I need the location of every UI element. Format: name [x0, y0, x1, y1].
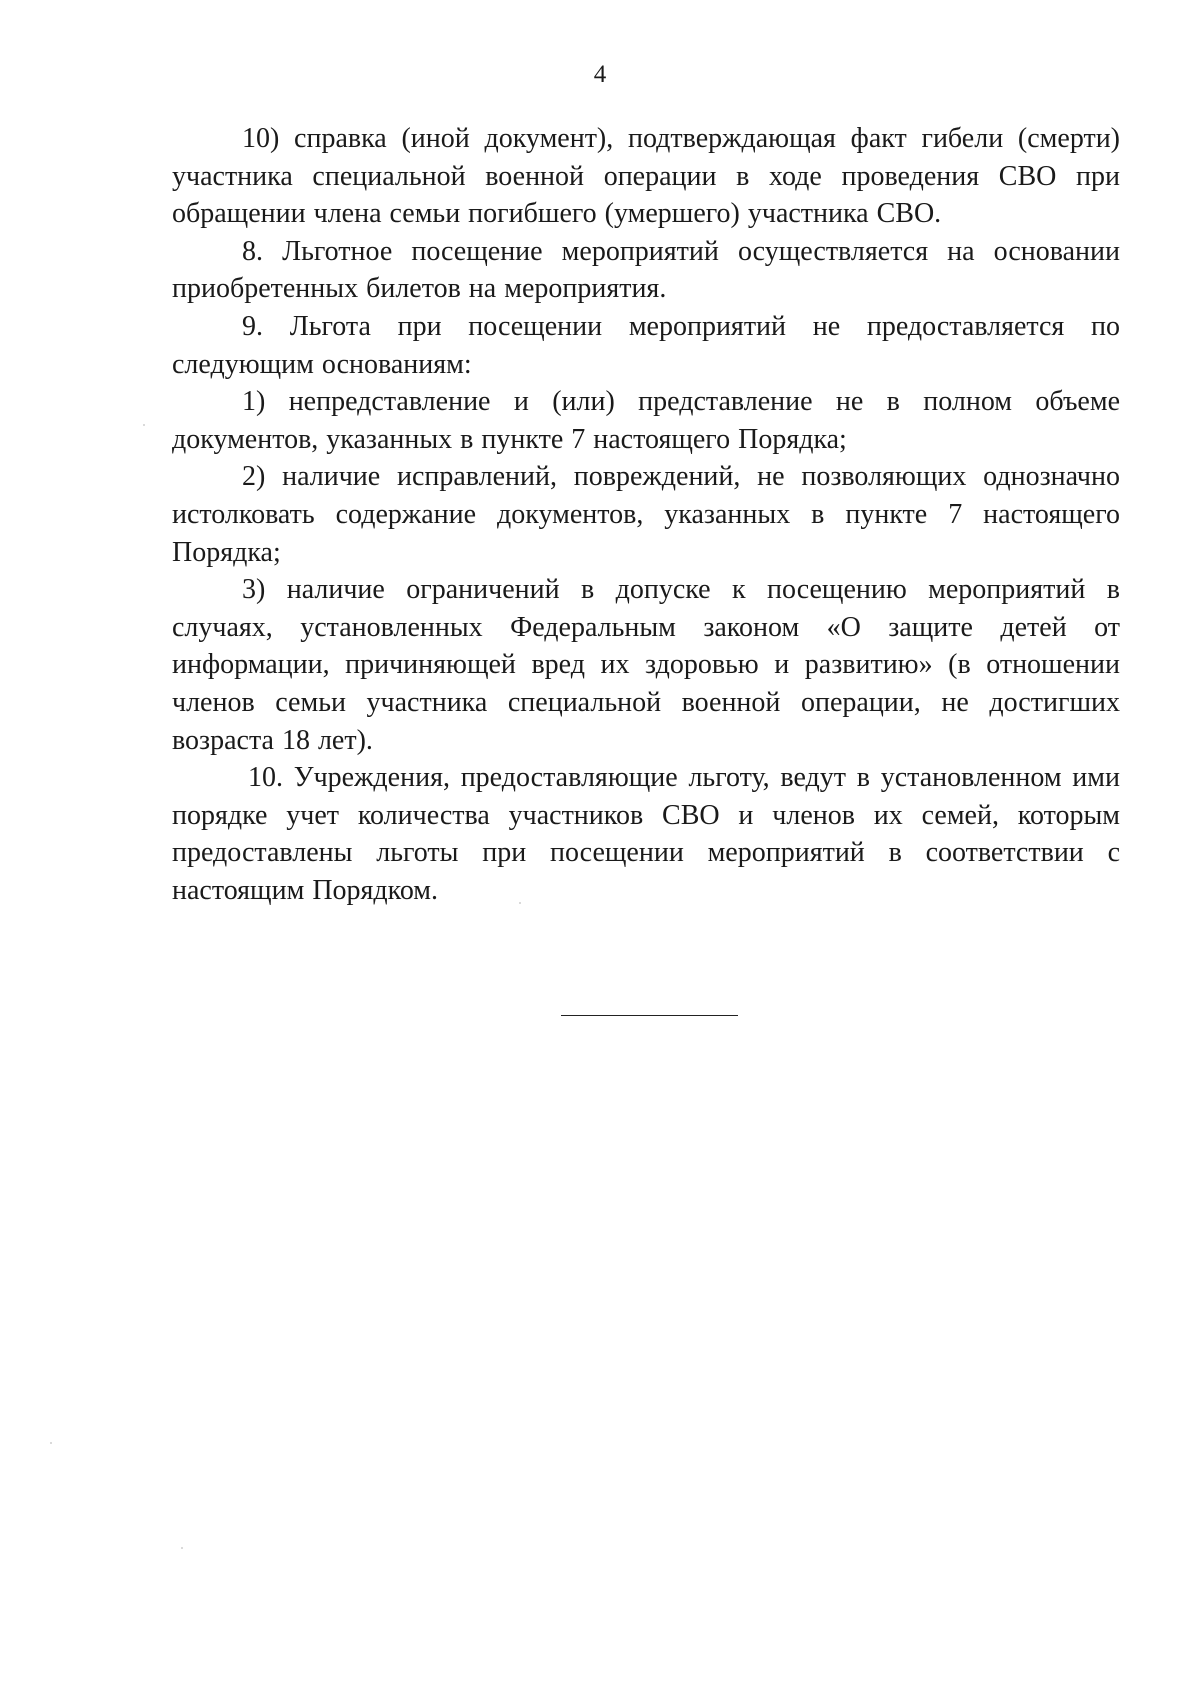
- paragraph-clause-9: 9. Льгота при посещении мероприятий не предоставляется по следующим основаниям:: [172, 310, 1120, 380]
- paragraph-item-2: 2) наличие исправлений, повреждений, не позволяющих однозначно истолковать содержание документов, указанных в пункте 7 настоящего Порядка;: [172, 461, 1120, 568]
- page-number: 4: [593, 61, 607, 88]
- document-body: [172, 120, 1120, 909]
- paragraph-item-3: 3) наличие ограничений в допуске к посещению мероприятий в случаях, установленных Федеральным законом «О защите детей от информации, причиняющей вред их здоровью и развитию» (в отношении членов семьи участника специальной военной операции, не достигших возраста 18 лет).: [172, 574, 1120, 756]
- scan-speck: [50, 1442, 52, 1444]
- paragraph-item-1: 1) непредставление и (или) представление не в полном объеме документов, указанных в пункте 7 настоящего Порядка;: [172, 386, 1120, 455]
- end-divider: [561, 1015, 738, 1016]
- scan-speck: [519, 902, 521, 904]
- scan-speck: [143, 424, 145, 426]
- scan-speck: [181, 1547, 183, 1549]
- paragraph-item-10-death-certificate: 10) справка (иной документ), подтверждающая факт гибели (смерти) участника специальной военной операции в ходе проведения СВО при обращении члена семьи погибшего (умершего) участника СВО.: [172, 123, 1120, 230]
- paragraph-clause-10: 10. Учреждения, предоставляющие льготу, ведут в установленном ими порядке учет количества участников СВО и членов их семей, которым предоставлены льготы при посещении мероприятий в соответствии с настоящим Порядком.: [172, 762, 1120, 906]
- paragraph-clause-8: 8. Льготное посещение мероприятий осуществляется на основании приобретенных билетов на мероприятия.: [172, 235, 1120, 305]
